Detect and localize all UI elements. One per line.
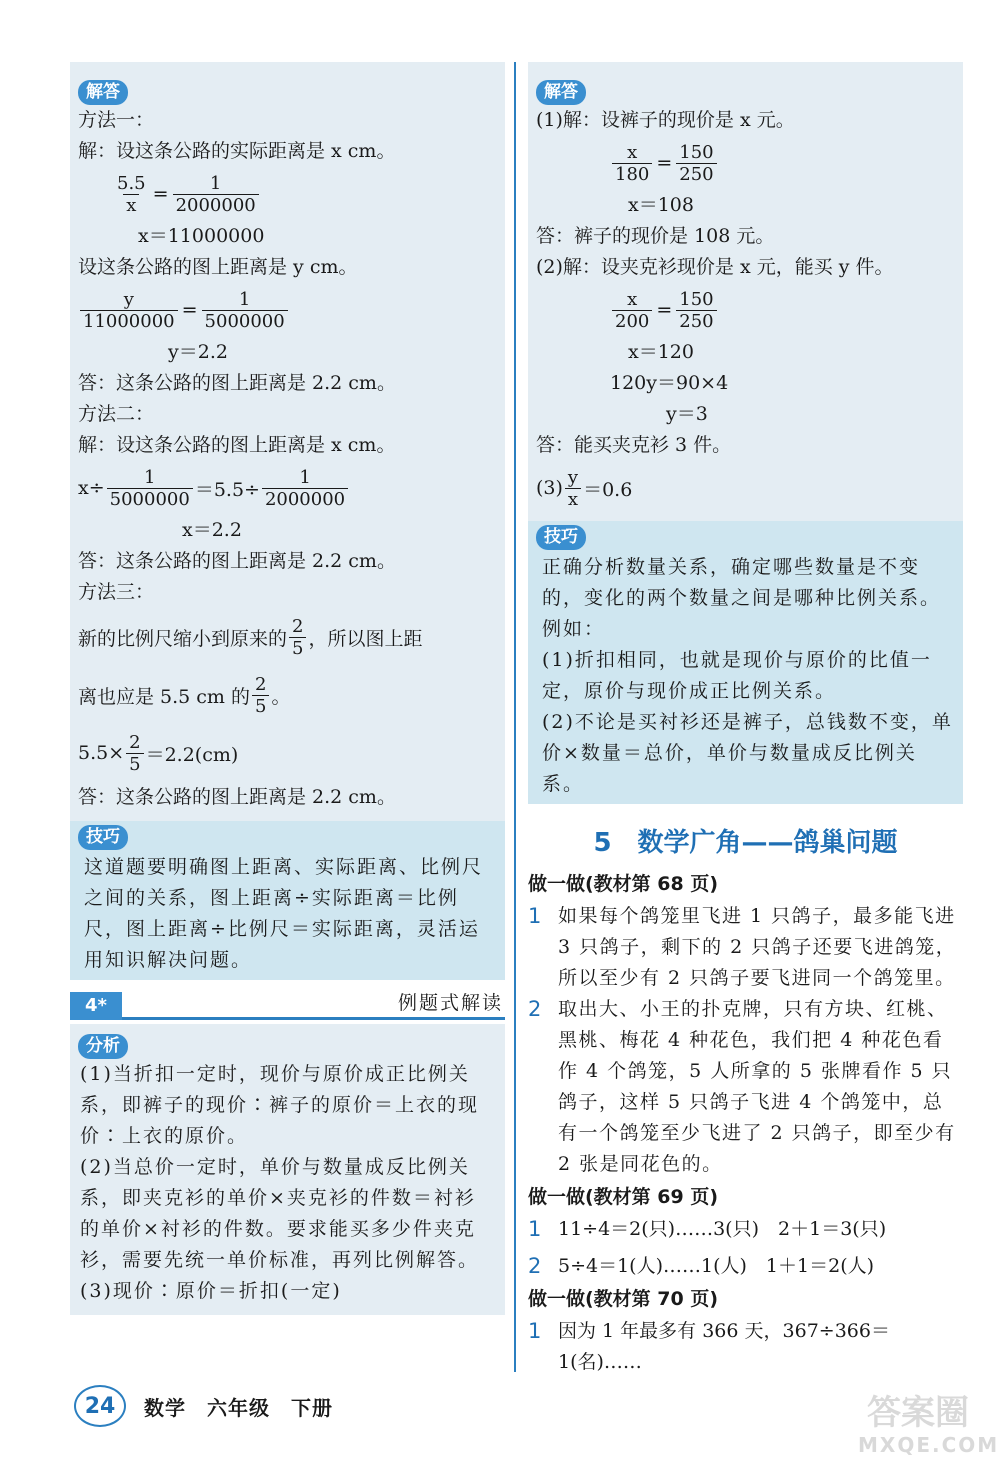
right-line2: x＝108 [628,194,694,216]
method1-equation1 [78,167,505,221]
frac-num: y [567,466,579,488]
tip-section-left [70,821,505,980]
method1-label: 方法一： [78,109,155,131]
text: 新的比例尺缩小到原来的 [78,627,288,650]
answer-section-left [70,62,505,821]
section-title [528,822,963,859]
list-item [528,1251,963,1282]
example-number: 4* [70,992,122,1020]
frac-den: 5 [252,695,269,717]
frac-num: x [627,141,638,163]
equals: = [656,152,673,174]
analysis-p3: (3)现价∶原价＝折扣(一定) [80,1280,342,1302]
tip-section-right [528,521,963,804]
eq-text: ＝5.5÷ [194,478,260,501]
method1-line4: y＝2.2 [168,341,228,363]
frac-den: 2000000 [173,194,259,216]
tip-badge: 技巧 [78,825,128,850]
tip-text: 这道题要明确图上距离、实际距离、比例尺之间的关系，图上距离÷实际距离＝比例尺，图上距离÷比例尺＝实际距离，灵活运用知识解决问题。 [84,856,484,971]
frac-den: 250 [676,163,716,185]
tip-p2: (1)折扣相同，也就是现价与原价的比值一定，原价与现价成正比例关系。 [542,649,932,702]
frac-den: 5 [289,637,306,659]
right-line7 [536,461,963,515]
answer-section-right [528,62,963,521]
frac-den: x [565,488,581,510]
right-answer1: 答：裤子的现价是 108 元。 [536,225,775,247]
frac-num: 2 [255,673,267,695]
item-number: 2 [528,997,543,1021]
text: (3) [536,477,563,499]
subheading-p69: 做一做(教材第 69 页) [528,1186,719,1208]
page-footer [74,1385,333,1427]
left-column [70,62,505,1315]
watermark-line2: MXQE.COM [858,1433,1000,1457]
method1-equation2 [78,283,505,337]
method2-line2: x＝2.2 [182,519,242,541]
item-number: 1 [528,904,543,928]
section-number: 5 [593,828,612,858]
item-text: 如果每个鸽笼里飞进 1 只鸽子，最多能飞进 3 只鸽子，剩下的 2 只鸽子还要飞进鸽笼，所以至少有 2 只鸽子要飞进同一个鸽笼里。 [558,905,957,989]
section-name: 数学广角——鸽巢问题 [637,828,898,858]
subheading-p70: 做一做(教材第 70 页) [528,1288,719,1310]
frac-den: 2000000 [262,488,348,510]
tip-p1: 正确分析数量关系，确定哪些数量是不变的，变化的两个数量之间是哪种比例关系。例如： [542,556,942,640]
method2-answer: 答：这条公路的图上距离是 2.2 cm。 [78,550,396,572]
frac-den: 200 [612,310,652,332]
equals: = [152,183,169,205]
frac-num: 150 [679,288,714,310]
list-item [528,901,963,994]
frac-den: 11000000 [80,310,178,332]
text: ＝2.2(cm) [145,743,239,766]
frac-num: x [627,288,638,310]
item-text: 取出大、小王的扑克牌，只有方块、红桃、黑桃、梅花 4 种花色，我们把 4 种花色看作 4 个鸽笼，5 人所拿的 5 张牌看作 5 只鸽子，这样 5 只鸽子飞进 4 个鸽笼中，总有一个鸽笼至少飞进了 2 只鸽子，即至少有 2 张是同花色的。 [558,998,956,1175]
frac-den: 5000000 [107,488,193,510]
method2-line1: 解：设这条公路的图上距离是 x cm。 [78,434,396,456]
right-line6: y＝3 [666,403,708,425]
method1-line3: 设这条公路的图上距离是 y cm。 [78,256,358,278]
eq-text: x÷ [78,477,105,499]
watermark-logo [858,1393,1000,1463]
frac-den: 180 [612,163,652,185]
frac-den: 250 [676,310,716,332]
method1-line1: 解：设这条公路的实际距离是 x cm。 [78,140,396,162]
frac-num: 2 [129,731,141,753]
frac-num: 1 [144,466,156,488]
tip-p3: (2)不论是买衬衫还是裤子，总钱数不变，单价×数量＝总价，单价与数量成反比例关系。 [542,711,953,795]
frac-num: y [123,288,134,310]
right-answer2: 答：能买夹克衫 3 件。 [536,434,732,456]
method3-line1 [78,608,505,666]
frac-den: 5 [126,753,143,775]
text: 。 [271,685,291,708]
equals: = [656,299,673,321]
right-equation2 [536,283,963,337]
method2-equation [78,461,505,515]
list-item [528,1214,963,1245]
method1-line2: x＝11000000 [138,225,265,247]
book-info: 数学 六年级 下册 [144,1395,333,1420]
method2-label: 方法二： [78,403,155,425]
analysis-p2: (2)当总价一定时，单价与数量成反比例关系，即夹克衫的单价×夹克衫的件数＝衬衫的单价×衬衫的件数。要求能买多少件夹克衫，需要先统一单价标准，再列比例解答。 [80,1156,480,1271]
text: 离也应是 5.5 cm 的 [78,685,250,708]
right-line1: (1)解：设裤子的现价是 x 元。 [536,109,795,131]
right-equation1 [536,136,963,190]
list-item [528,994,963,1180]
frac-num: 5.5 [117,172,146,194]
item-number: 1 [528,1319,542,1343]
page-number: 24 [74,1385,126,1427]
frac-num: 2 [292,615,304,637]
right-line5: 120y＝90×4 [610,372,729,394]
item-text: 因为 1 年最多有 366 天，367÷366＝1(名)…… [558,1320,890,1373]
item-number: 2 [528,1254,542,1278]
item-number: 1 [528,1217,542,1241]
frac-num: 1 [209,172,222,194]
method3-line2 [78,666,505,724]
right-line3: (2)解：设夹克衫现价是 x 元，能买 y 件。 [536,256,894,278]
equals: = [181,299,198,321]
frac-num: 150 [679,141,714,163]
answer-badge: 解答 [536,80,586,105]
analysis-section [70,1024,505,1315]
text: ＝0.6 [583,478,633,501]
frac-num: 1 [238,288,251,310]
watermark-line1: 答案圈 [867,1393,969,1433]
tip-badge: 技巧 [536,525,586,550]
example-title: 例题式解读 [397,992,503,1014]
answer-badge: 解答 [78,80,128,105]
right-line4: x＝120 [628,341,694,363]
analysis-p1: (1)当折扣一定时，现价与原价成正比例关系，即裤子的现价∶裤子的原价＝上衣的现价∶上衣的原价。 [80,1063,480,1147]
item-text: 11÷4＝2(只)……3(只) 2＋1＝3(只) [558,1218,887,1240]
list-item [528,1316,963,1378]
text: 5.5× [78,742,125,764]
frac-num: 1 [299,466,311,488]
frac-den: 5000000 [202,310,288,332]
method1-answer: 答：这条公路的图上距离是 2.2 cm。 [78,372,396,394]
example-header [70,986,505,1020]
method3-label: 方法三： [78,581,155,603]
subheading-p68: 做一做(教材第 68 页) [528,873,719,895]
text: ，所以图上距 [308,627,423,650]
analysis-badge: 分析 [78,1034,128,1059]
right-column [528,62,963,1378]
column-divider [514,62,516,1372]
method3-answer: 答：这条公路的图上距离是 2.2 cm。 [78,786,396,808]
item-text: 5÷4＝1(人)……1(人) 1＋1＝2(人) [558,1255,875,1277]
method3-line3 [78,724,505,782]
frac-den: x [123,194,139,216]
